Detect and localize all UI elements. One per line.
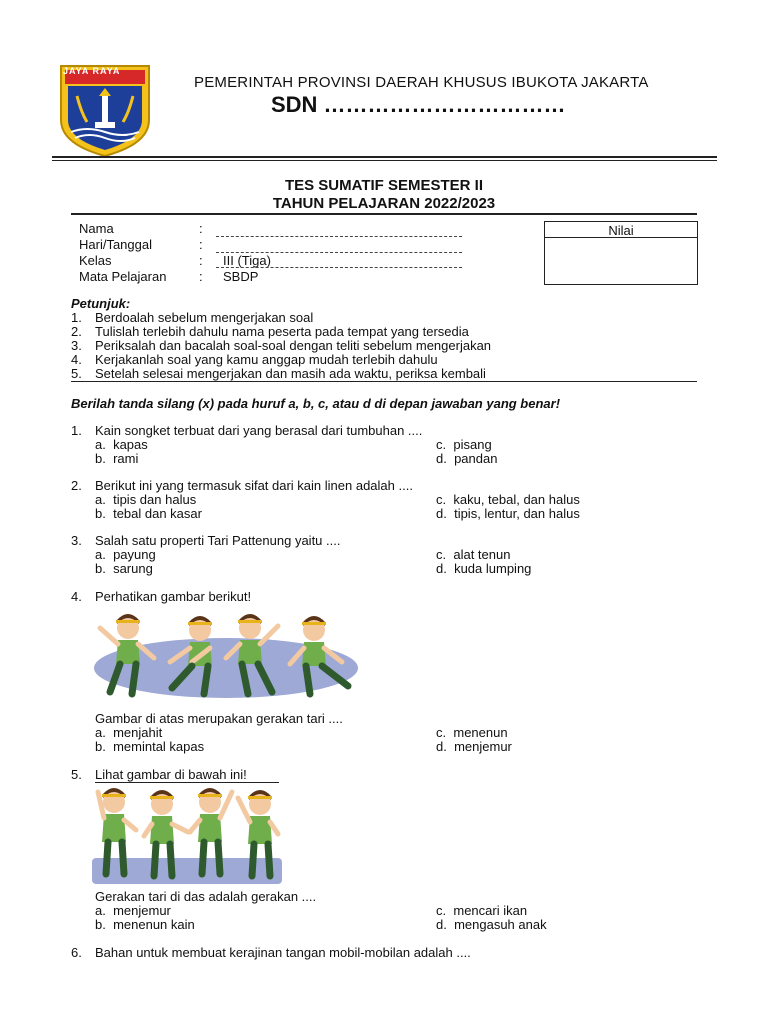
question-number: 4. bbox=[71, 589, 82, 604]
question-text: Salah satu properti Tari Pattenung yaitu .... bbox=[95, 533, 341, 548]
school-name: SDN …………………………… bbox=[271, 92, 566, 117]
instruction-number: 2. bbox=[71, 324, 82, 339]
instruction-item: Kerjakanlah soal yang kamu anggap mudah terlebih dahulu bbox=[95, 352, 438, 367]
instruction-item: Setelah selesai mengerjakan dan masih ada waktu, periksa kembali bbox=[95, 366, 486, 381]
class-label: Kelas bbox=[79, 253, 112, 268]
question-text-underline bbox=[95, 782, 279, 783]
option-a[interactable]: a. menjahit bbox=[95, 725, 163, 740]
subject-colon: : bbox=[199, 269, 203, 284]
score-label: Nilai bbox=[608, 223, 634, 238]
dancers-illustration-weaving bbox=[92, 606, 362, 706]
instruction-number: 1. bbox=[71, 310, 82, 325]
date-label: Hari/Tanggal bbox=[79, 237, 152, 252]
option-c[interactable]: c. kaku, tebal, dan halus bbox=[436, 492, 580, 507]
instructions-rule bbox=[71, 381, 697, 382]
name-label: Nama bbox=[79, 221, 114, 236]
question-text: Berikut ini yang termasuk sifat dari kain linen adalah .... bbox=[95, 478, 413, 493]
option-a[interactable]: a. kapas bbox=[95, 437, 148, 452]
question-number: 1. bbox=[71, 423, 82, 438]
option-b[interactable]: b. rami bbox=[95, 451, 139, 466]
exam-year: TAHUN PELAJARAN 2022/2023 bbox=[272, 195, 496, 212]
question-number: 6. bbox=[71, 945, 82, 960]
score-box[interactable] bbox=[544, 221, 698, 285]
subject-value: SBDP bbox=[223, 269, 259, 284]
exam-title: TES SUMATIF SEMESTER II bbox=[284, 177, 484, 194]
name-field[interactable] bbox=[216, 236, 462, 237]
option-a[interactable]: a. tipis dan halus bbox=[95, 492, 197, 507]
option-c[interactable]: c. alat tenun bbox=[436, 547, 511, 562]
option-c[interactable]: c. pisang bbox=[436, 437, 492, 452]
option-b[interactable]: b. memintal kapas bbox=[95, 739, 205, 754]
option-b[interactable]: b. tebal dan kasar bbox=[95, 506, 202, 521]
jakarta-emblem-logo bbox=[57, 62, 153, 158]
question-text: Bahan untuk membuat kerajinan tangan mobil-mobilan adalah .... bbox=[95, 945, 471, 960]
name-colon: : bbox=[199, 221, 203, 236]
title-rule bbox=[71, 213, 697, 215]
instruction-number: 3. bbox=[71, 338, 82, 353]
header-rule-thick bbox=[52, 156, 717, 158]
logo-banner-text: JAYA RAYA bbox=[63, 66, 121, 76]
option-a[interactable]: a. payung bbox=[95, 547, 156, 562]
question-text: Perhatikan gambar berikut! bbox=[95, 589, 252, 604]
option-a[interactable]: a. menjemur bbox=[95, 903, 171, 918]
instruction-item: Periksalah dan bacalah soal-soal dengan teliti sebelum mengerjakan bbox=[95, 338, 492, 353]
instruction-item: Berdoalah sebelum mengerjakan soal bbox=[95, 310, 314, 325]
score-divider bbox=[545, 237, 697, 238]
class-colon: : bbox=[199, 253, 203, 268]
instructions-heading: Petunjuk: bbox=[71, 296, 131, 311]
option-d[interactable]: d. tipis, lentur, dan halus bbox=[436, 506, 580, 521]
option-d[interactable]: d. menjemur bbox=[436, 739, 512, 754]
question-number: 5. bbox=[71, 767, 82, 782]
instruction-number: 4. bbox=[71, 352, 82, 367]
option-d[interactable]: d. pandan bbox=[436, 451, 498, 466]
instruction-item: Tulislah terlebih dahulu nama peserta pada tempat yang tersedia bbox=[95, 324, 469, 339]
option-d[interactable]: d. kuda lumping bbox=[436, 561, 532, 576]
class-value: III (Tiga) bbox=[223, 253, 271, 268]
question-stem: Gerakan tari di das adalah gerakan .... bbox=[95, 889, 317, 904]
dancers-illustration-drying bbox=[92, 784, 284, 888]
date-colon: : bbox=[199, 237, 203, 252]
question-text: Lihat gambar di bawah ini! bbox=[95, 767, 247, 782]
question-number: 2. bbox=[71, 478, 82, 493]
option-c[interactable]: c. mencari ikan bbox=[436, 903, 528, 918]
question-number: 3. bbox=[71, 533, 82, 548]
option-c[interactable]: c. menenun bbox=[436, 725, 508, 740]
answer-directive: Berilah tanda silang (x) pada huruf a, b, c, atau d di depan jawaban yang benar! bbox=[71, 396, 561, 411]
header-rule-thin bbox=[52, 160, 717, 161]
subject-label: Mata Pelajaran bbox=[79, 269, 167, 284]
option-b[interactable]: b. menenun kain bbox=[95, 917, 195, 932]
government-heading: PEMERINTAH PROVINSI DAERAH KHUSUS IBUKOTA JAKARTA bbox=[194, 74, 649, 91]
question-text: Kain songket terbuat dari yang berasal dari tumbuhan .... bbox=[95, 423, 423, 438]
option-b[interactable]: b. sarung bbox=[95, 561, 153, 576]
instruction-number: 5. bbox=[71, 366, 82, 381]
class-underline bbox=[216, 267, 462, 268]
option-d[interactable]: d. mengasuh anak bbox=[436, 917, 547, 932]
question-stem: Gambar di atas merupakan gerakan tari .... bbox=[95, 711, 343, 726]
